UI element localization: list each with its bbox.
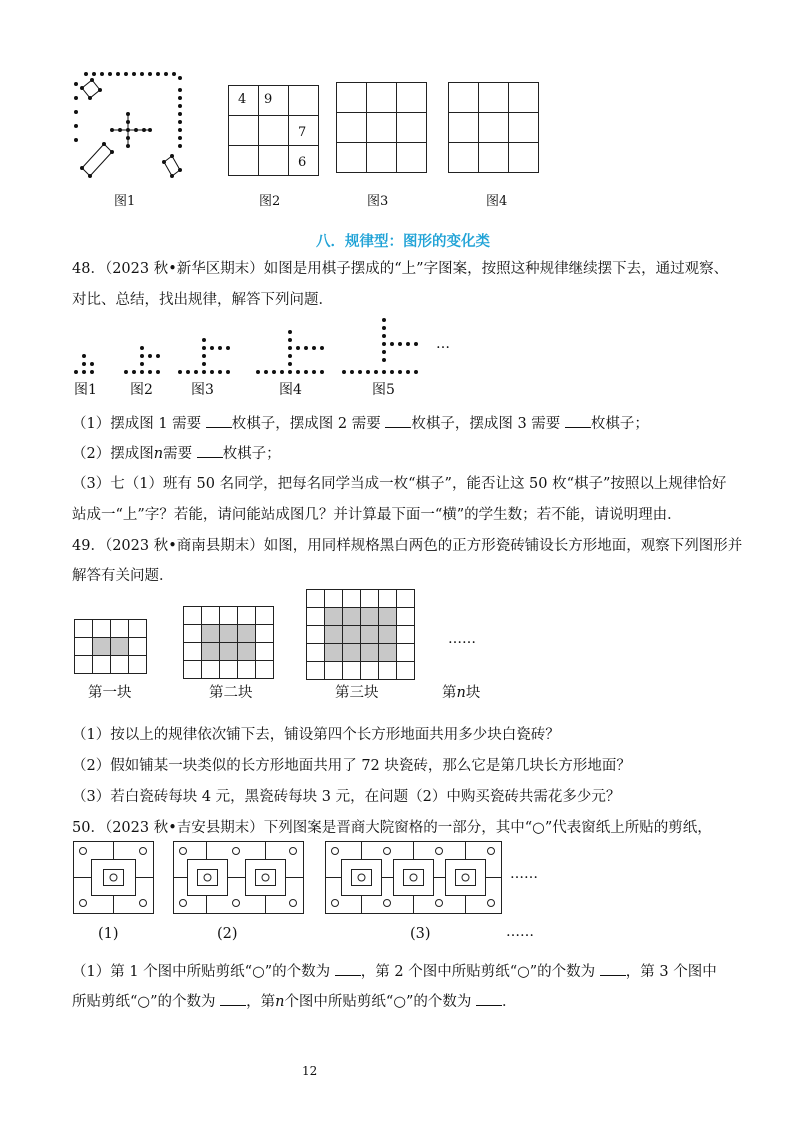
figure-1-label: 图1 xyxy=(114,194,136,209)
part-text: 枚棋子，摆成图 2 需要 xyxy=(231,416,386,432)
figure-2-label: 图2 xyxy=(259,194,281,209)
figure-label: 图5 xyxy=(372,382,395,398)
pattern-label: (3) xyxy=(410,926,431,942)
part-text: ，第 xyxy=(246,994,276,1010)
ellipsis: …… xyxy=(510,866,538,882)
answer-blank[interactable] xyxy=(335,961,361,976)
grid-number: 7 xyxy=(298,125,307,140)
question-stem-line: 50．（2023 秋•吉安县期末）下列图案是晋商大院窗格的一部分，其中“○”代表窗纸上所贴的剪纸， xyxy=(72,820,712,836)
window-pattern-figures xyxy=(73,841,513,916)
tile-label: 第二块 xyxy=(209,685,253,701)
grid-number: 6 xyxy=(298,155,307,170)
figure-label: 图4 xyxy=(279,382,302,398)
answer-blank[interactable] xyxy=(220,991,246,1006)
tile-label: 第一块 xyxy=(88,685,132,701)
question-stem-line: 解答有关问题． xyxy=(72,568,174,584)
chess-piece-figures xyxy=(70,316,470,376)
tile-figure-2 xyxy=(183,606,277,680)
part-text: ，第 3 个图中 xyxy=(625,964,717,980)
answer-blank[interactable] xyxy=(476,991,502,1006)
part-text: 枚棋子； xyxy=(222,446,281,462)
part-text: ，第 2 个图中所贴剪纸“○”的个数为 xyxy=(360,964,600,980)
question-part-1: （1）按以上的规律依次铺下去，铺设第四个长方形地面共用多少块白瓷砖？ xyxy=(72,727,560,743)
ellipsis: … xyxy=(436,336,450,352)
question-part-3: （3）七（1）班有 50 名同学，把每名同学当成一枚“棋子”，能否让这 50 枚“棋子”按照以上规律恰好 xyxy=(72,476,727,492)
part-text: 所贴剪纸“○”的个数为 xyxy=(72,994,221,1010)
label-text: 第 xyxy=(442,685,457,701)
pattern-label: (2) xyxy=(217,926,238,942)
answer-blank[interactable] xyxy=(565,413,591,428)
part-text: 枚棋子； xyxy=(590,416,649,432)
question-stem-line: 49．（2023 秋•商南县期末）如图，用同样规格黑白两色的正方形瓷砖铺设长方形地面，观察下列图形并 xyxy=(72,538,743,554)
figure-4-label: 图4 xyxy=(486,194,508,209)
section-title: 八．规律型：图形的变化类 xyxy=(316,233,490,250)
question-part-1 xyxy=(72,413,649,434)
part-text: （1）摆成图 1 需要 xyxy=(72,416,206,432)
part-text: 枚棋子，摆成图 3 需要 xyxy=(411,416,565,432)
part-text: （2）摆成图 xyxy=(72,446,154,462)
tile-figure-3 xyxy=(306,589,418,681)
variable-n: n xyxy=(275,994,285,1010)
question-part-1 xyxy=(72,961,717,982)
figure-label: 图2 xyxy=(130,382,153,398)
pattern-label: (1) xyxy=(98,926,119,942)
figure-label: 图1 xyxy=(74,382,97,398)
figure-1-dot-pattern xyxy=(68,70,198,185)
figure-label: 图3 xyxy=(191,382,214,398)
part-text: 个图中所贴剪纸“○”的个数为 xyxy=(284,994,477,1010)
figure-3-label: 图3 xyxy=(367,194,389,209)
question-part-2 xyxy=(72,443,281,464)
part-text: 需要 xyxy=(163,446,197,462)
ellipsis: …… xyxy=(448,631,476,647)
ellipsis: …… xyxy=(506,924,534,940)
grid-number: 4 xyxy=(238,92,247,107)
grid-number: 9 xyxy=(264,92,273,107)
answer-blank[interactable] xyxy=(600,961,626,976)
part-text: ． xyxy=(502,994,517,1010)
answer-blank[interactable] xyxy=(197,443,223,458)
label-text: 块 xyxy=(465,685,481,701)
tile-label: 第三块 xyxy=(335,685,379,701)
tile-figure-1 xyxy=(74,619,148,675)
answer-blank[interactable] xyxy=(206,413,232,428)
variable-n: n xyxy=(153,446,164,462)
part-text: （1）第 1 个图中所贴剪纸“○”的个数为 xyxy=(72,964,335,980)
question-part-1-line2 xyxy=(72,991,517,1012)
answer-blank[interactable] xyxy=(385,413,411,428)
variable-n: n xyxy=(456,685,466,701)
question-part-3: （3）若白瓷砖每块 4 元，黑瓷砖每块 3 元，在问题（2）中购买瓷砖共需花多少元？ xyxy=(72,789,621,805)
question-stem-line: 48．（2023 秋•新华区期末）如图是用棋子摆成的“上”字图案，按照这种规律继续摆下去，通过观察、 xyxy=(72,261,729,277)
figure-3-grid xyxy=(336,82,428,174)
question-part-2: （2）假如铺某一块类似的长方形地面共用了 72 块瓷砖，那么它是第几块长方形地面？ xyxy=(72,758,631,774)
question-part-3-line2: 站成一“上”字？若能，请问能站成图几？并计算最下面一“横”的学生数；若不能，请说明理由． xyxy=(72,507,682,523)
figure-4-grid xyxy=(448,82,540,174)
page-number: 12 xyxy=(302,1064,318,1078)
question-stem-line: 对比、总结，找出规律，解答下列问题． xyxy=(72,292,333,308)
tile-label-n xyxy=(442,683,480,703)
